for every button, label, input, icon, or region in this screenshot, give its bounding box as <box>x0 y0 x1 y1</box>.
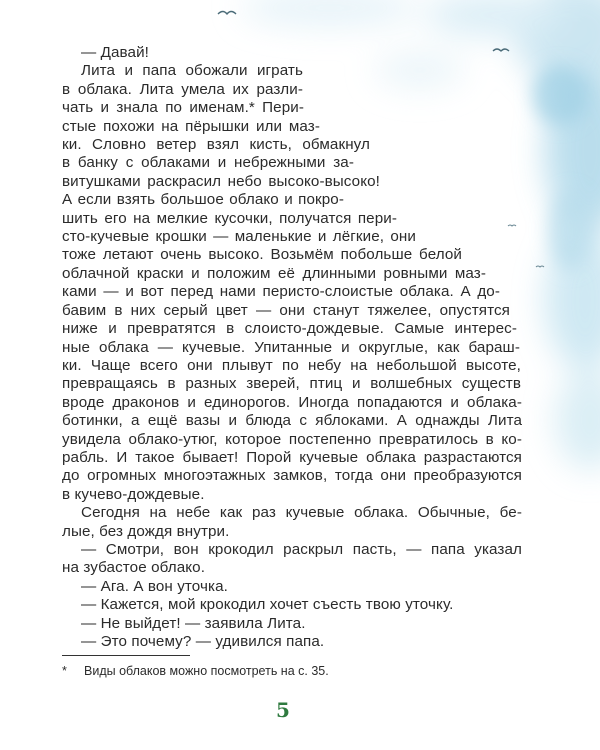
paragraph-line: ниже и превратятся в слоисто-дождевые. Самые интерес- <box>62 320 517 338</box>
paragraph-line: превращаясь в разных зверей, птиц и волшебных существ <box>62 375 521 393</box>
paragraph-line: стые похожи на пёрышки или маз- <box>62 117 320 135</box>
paragraph-line: — Кажется, мой крокодил хочет съесть твою уточку. <box>81 596 454 614</box>
bird-icon <box>536 266 544 267</box>
paragraph-line: лые, без дождя внутри. <box>62 522 230 540</box>
paragraph-line: — Это почему? — удивился папа. <box>81 633 325 650</box>
bird-icon <box>218 12 236 15</box>
paragraph-line: ками — и вот перед нами перисто-слоистые облака. А до- <box>62 283 500 301</box>
paragraph-line: — Ага. А вон уточка. <box>81 577 228 595</box>
paragraph-line: рабль. И такое бывает! Порой кучевые облака разрастаются <box>62 448 522 466</box>
paragraph-line: на зубастое облако. <box>62 559 206 577</box>
story-text <box>62 44 532 651</box>
paragraph-line: увидела облако-утюг, которое постепенно превратилось в ко- <box>62 430 522 448</box>
footnote-text: Виды облаков можно посмотреть на с. 35. <box>84 664 329 678</box>
paragraph-line: Сегодня на небе как раз кучевые облака. Обычные, бе- <box>81 504 522 522</box>
paragraph-line: ки. Чаще всего они плывут по небу на небольшой высоте, <box>62 356 521 374</box>
paragraph-line: — Давай! <box>81 44 149 61</box>
paragraph-line: в банку с облаками и небрежными за- <box>62 154 354 172</box>
paragraph-line: ботинки, а ещё вазы и блюда с яблоками. А однажды Лита <box>62 412 522 430</box>
paragraph-line: ки. Словно ветер взял кисть, обмакнул <box>62 136 370 154</box>
paragraph-line: ные облака — кучевые. Упитанные и округлые, как бараш- <box>62 338 520 356</box>
paragraph-line: в кучево-дождевые. <box>62 485 205 503</box>
paragraph-line: сто-кучевые крошки — маленькие и лёгкие, они <box>62 228 416 246</box>
paragraph-line: — Не выйдет! — заявила Лита. <box>81 614 306 632</box>
footnote-divider <box>62 655 190 656</box>
page-number: 5 <box>276 698 290 722</box>
footnote-mark: * <box>62 664 67 678</box>
paragraph-line: — Смотри, вон крокодил раскрыл пасть, — папа указал <box>81 540 522 558</box>
paragraph-line: витушками раскрасил небо высоко-высоко! <box>62 172 380 190</box>
paragraph-line: вроде драконов и единорогов. Иногда попадаются и облака- <box>62 393 522 411</box>
paragraph-line: бавим в них серый цвет — они станут тяжелее, опустятся <box>62 301 510 319</box>
footnote <box>62 664 329 679</box>
paragraph-line: в облака. Лита умела их разли- <box>62 80 303 98</box>
paragraph-line: Лита и папа обожали играть <box>81 62 303 80</box>
paragraph-line: шить его на мелкие кусочки, получатся пери- <box>62 209 397 227</box>
paragraph-line: тоже летают очень высоко. Возьмём побольше белой <box>62 246 462 264</box>
paragraph-line: чать и знала по именам.* Пери- <box>62 99 304 117</box>
paragraph-line: облачной краски и положим её длинными ровными маз- <box>62 264 486 282</box>
paragraph-line: А если взять большое облако и покро- <box>62 191 344 209</box>
paragraph-line: до огромных многоэтажных замков, тогда они преобразуются <box>62 467 522 485</box>
